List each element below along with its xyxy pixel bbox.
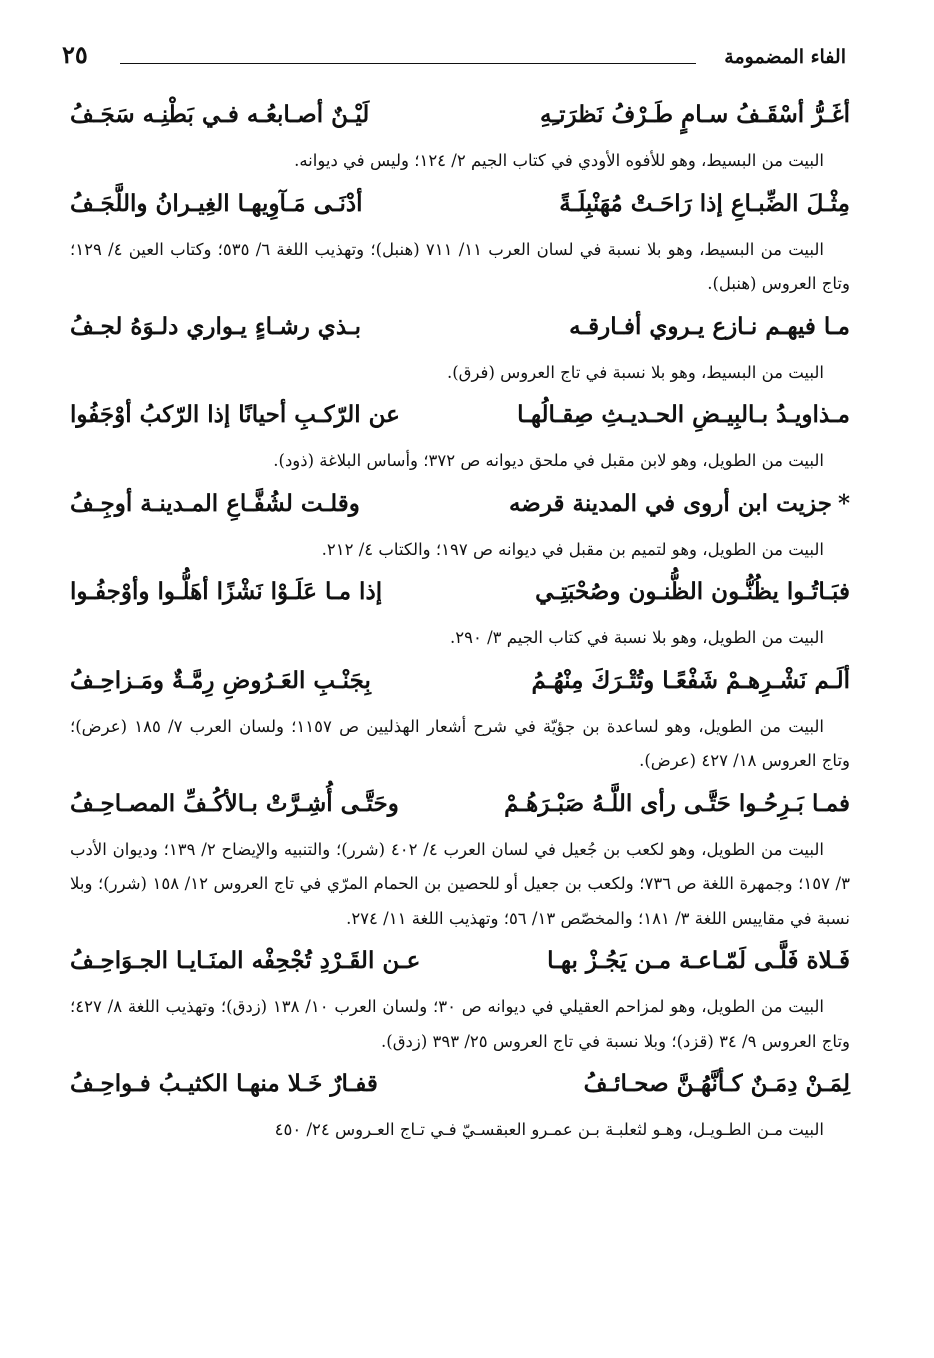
verse-entry bbox=[70, 304, 850, 393]
verse-entry bbox=[70, 392, 850, 481]
first-hemistich: أغَـرُّ أسْقَـفُ سـامٍ طَـرْفُ نَظرَتـِهِ bbox=[540, 101, 850, 128]
verse-source-note: البيت مـن الطـويـل، وهـو لثعلبـة بـن عمـرو العبقسـيّ فـي تـاج العـروس ٢٤/ ٤٥٠ bbox=[274, 1120, 824, 1139]
verse-source-note: البيت من الطويل، وهو لساعدة بن جؤيّة في شرح أشعار الهذليين ص ١١٥٧؛ ولسان العرب ٧/ ١٨٥ (عرض)؛ وتاج العروس ١٨/ ٤٢٧ (عرض). bbox=[70, 716, 850, 770]
first-hemistich: فمـا بَـرِحُـوا حَتَّـى رأى اللَّـهُ صَبْـرَهُـمْ bbox=[504, 789, 850, 817]
first-hemistich: لِمَـنْ دِمَـنٌ كـأنَّهُـنَّ صحـائـفُ bbox=[583, 1070, 850, 1097]
verse-line bbox=[70, 392, 850, 444]
second-hemistich: أدْنَـى مَـآوِيهـا الغِيـرانُ واللَّجَـفُ bbox=[70, 189, 363, 217]
verse-source-note: البيت من الطويل، وهو لكعب بن جُعيل في لسان العرب ٤/ ٤٠٢ (شرر)؛ والتنبيه والإيضاح ٢/ ١٣٩؛ وديوان الأدب ٣/ ١٥٧؛ وجمهرة اللغة ص ٧٣٦؛ ولكعب بن جعيل أو للحصين بن الحمام المرّي في تاج العروس ١٢/ ١٥٨ (شرر)؛ وبلا نسبة في مقاييس اللغة ٣/ ١٨١؛ والمخصّص ١٣/ ٥٦؛ وتهذيب اللغة ١١/ ٢٧٤. bbox=[70, 839, 850, 928]
first-hemistich-text: جزيت ابن أروى في المدينة قرضه bbox=[508, 489, 832, 517]
first-hemistich: مِثْـلَ الضِّبـاعِ إذا رَاحَـتْ مُهَنْبِلَـةً bbox=[559, 189, 850, 217]
second-hemistich: وحَتَّـى أُشِـرَّتْ بـالأكُـفِّ المصـاحِـفُ bbox=[70, 789, 399, 817]
verse-entry bbox=[70, 92, 850, 181]
second-hemistich: وقلـت لشُفَّـاعِ المـدينـة أوجِـفُ bbox=[70, 489, 360, 517]
verse-line bbox=[70, 181, 850, 233]
verse-source-note: البيت من الطويل، وهو بلا نسبة في كتاب الجيم ٣/ ٢٩٠. bbox=[449, 628, 824, 647]
running-title: الفاء المضمومة bbox=[724, 46, 846, 68]
verse-line bbox=[70, 938, 850, 990]
verse-entries bbox=[70, 92, 850, 1150]
second-hemistich: عن الرّكـبِ أحيانًا إذا الرّكبُ أوْجَفُوا bbox=[70, 401, 400, 428]
second-hemistich: عـن القَـرْدِ تُجْحِفْه المنَـايـا الجـوَاحِـفُ bbox=[70, 947, 421, 974]
second-hemistich: إذا مـا عَلَـوْا نَشْزًا أهَلُّـوا وأوْجفُـوا bbox=[70, 578, 383, 605]
verse-source-note: البيت من البسيط، وهو بلا نسبة في لسان العرب ١١/ ٧١١ (هنبل)؛ وتهذيب اللغة ٦/ ٥٣٥؛ وكتاب العين ٤/ ١٢٩؛ وتاج العروس (هنبل). bbox=[70, 239, 850, 293]
verse-line bbox=[70, 1061, 850, 1113]
asterisk-marker: * bbox=[837, 489, 850, 517]
second-hemistich: بِجَنْـبِ العَـرُوضِ رِمَّـةٌ ومَـزاحِـفُ bbox=[70, 666, 371, 694]
verse-source-note: البيت من الطويل، وهو لتميم بن مقبل في ديوانه ص ١٩٧؛ والكتاب ٤/ ٢١٢. bbox=[321, 539, 824, 559]
page-header bbox=[62, 38, 846, 78]
first-hemistich: مـا فيهـم نـازع يـروي أفـارقـه bbox=[569, 312, 850, 340]
verse-entry bbox=[70, 481, 850, 570]
verse-source-note: البيت من البسيط، وهو بلا نسبة في تاج العروس (فرق). bbox=[446, 362, 824, 382]
verse-line bbox=[70, 481, 850, 533]
verse-line bbox=[70, 569, 850, 621]
verse-entry bbox=[70, 781, 850, 939]
second-hemistich: بـذي رشـاءٍ يـواري دلـوَهُ لجـفُ bbox=[70, 312, 362, 340]
first-hemistich: ألَـم نَشْـرِهـمْ شَفْعًـا وتُتْـرَكَ مِنْهُـمُ bbox=[531, 666, 850, 694]
verse-entry bbox=[70, 569, 850, 658]
verse-line bbox=[70, 781, 850, 833]
page-number: ٢٥ bbox=[62, 40, 88, 69]
verse-source-note: البيت من الطويل، وهو لابن مقبل في ملحق ديوانه ص ٣٧٢؛ وأساس البلاغة (ذود). bbox=[273, 451, 824, 470]
first-hemistich: فَـلاة فَلَّـى لَمّـاعـة مـن يَجُـزْ بهـا bbox=[547, 947, 850, 974]
header-rule bbox=[120, 63, 696, 64]
second-hemistich: لَيْـنٌ أصـابعُـه فـي بَطْنِـه سَجَـفُ bbox=[70, 101, 370, 128]
verse-source-note: البيت من البسيط، وهو للأفوه الأودي في كتاب الجيم ٢/ ١٢٤؛ وليس في ديوانه. bbox=[294, 151, 824, 170]
verse-entry bbox=[70, 181, 850, 304]
first-hemistich: مـذاويـدُ بـالبِيـضِ الحـديـثِ صِقـالُهـا bbox=[517, 401, 850, 428]
verse-source-note: البيت من الطويل، وهو لمزاحم العقيلي في ديوانه ص ٣٠؛ ولسان العرب ١٠/ ١٣٨ (زدق)؛ وتهذيب اللغة ٨/ ٤٢٧؛ وتاج العروس ٩/ ٣٤ (قزد)؛ وبلا نسبة في تاج العروس ٢٥/ ٣٩٣ (زدق). bbox=[70, 997, 850, 1051]
verse-line bbox=[70, 658, 850, 710]
first-hemistich: فبَـاتُـوا يظُنُّـون الظُّنـون وصُحْبَتِـي bbox=[535, 578, 850, 605]
second-hemistich: قفـارٌ خَـلا منهـا الكثيـبُ فـواحِـفُ bbox=[70, 1070, 378, 1097]
verse-entry bbox=[70, 658, 850, 781]
verse-entry bbox=[70, 938, 850, 1061]
verse-line bbox=[70, 304, 850, 356]
verse-entry bbox=[70, 1061, 850, 1150]
verse-line bbox=[70, 92, 850, 144]
first-hemistich bbox=[462, 481, 850, 533]
